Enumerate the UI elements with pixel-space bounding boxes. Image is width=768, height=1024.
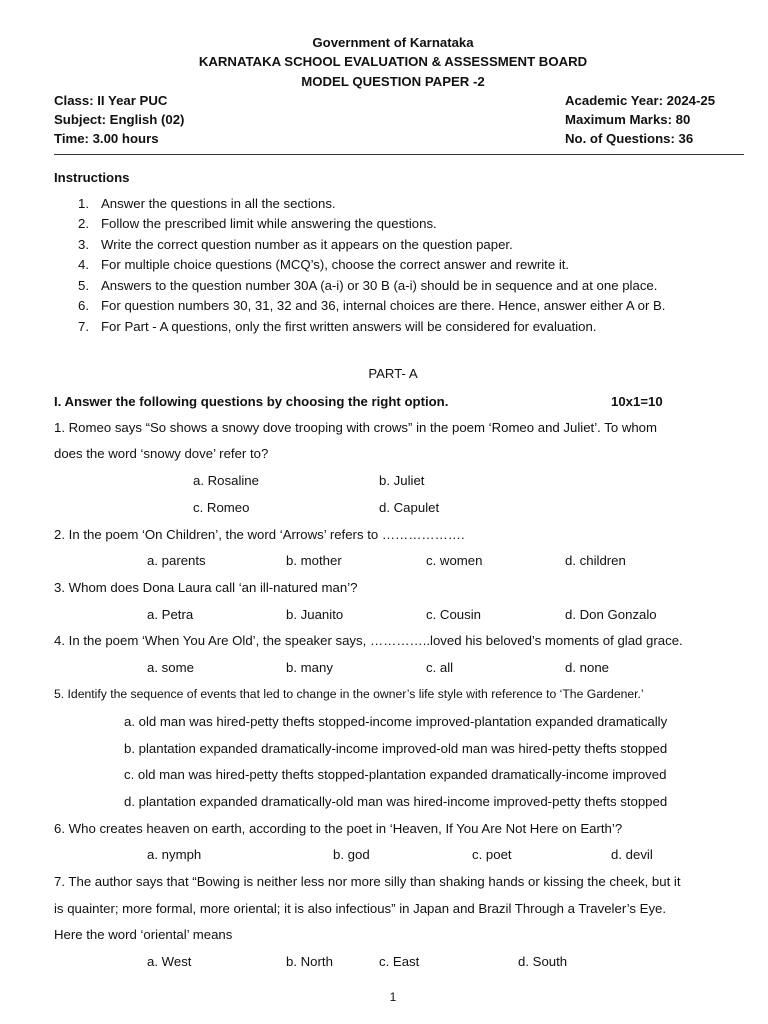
instruction-number: 1.	[78, 196, 89, 211]
q7-option-d: d. South	[518, 954, 568, 969]
instructions-title: Instructions	[54, 170, 130, 185]
q1-option-a: a. Rosaline	[193, 473, 259, 488]
max-marks-label: Maximum Marks: 80	[565, 112, 691, 127]
part-heading: PART- A	[368, 366, 418, 381]
instruction-text: Answer the questions in all the sections.	[101, 196, 336, 211]
header-divider	[54, 154, 744, 155]
question-6: 6. Who creates heaven on earth, according to the poet in ‘Heaven, If You Are Not Here on Earth’?	[54, 821, 623, 836]
q3-option-d: d. Don Gonzalo	[565, 607, 657, 622]
q3-option-c: c. Cousin	[426, 607, 481, 622]
q1-option-c: c. Romeo	[193, 500, 250, 515]
q6-option-a: a. nymph	[147, 847, 202, 862]
q1-option-d: d. Capulet	[379, 500, 440, 515]
q1-option-b: b. Juliet	[379, 473, 425, 488]
question-1-line-1: 1. Romeo says “So shows a snowy dove trooping with crows” in the poem ‘Romeo and Juliet’. To whom	[54, 420, 657, 435]
q7-option-a: a. West	[147, 954, 192, 969]
q4-option-d: d. none	[565, 660, 609, 675]
question-7-line-1: 7. The author says that “Bowing is neither less nor more silly than shaking hands or kissing the cheek, but it	[54, 874, 681, 889]
q5-option-c: c. old man was hired-petty thefts stopped-plantation expanded dramatically-income improved	[124, 767, 667, 782]
q2-option-a: a. parents	[147, 553, 206, 568]
academic-year-label: Academic Year: 2024-25	[565, 93, 716, 108]
instruction-number: 6.	[78, 298, 89, 313]
instruction-text: For multiple choice questions (MCQ’s), choose the correct answer and rewrite it.	[101, 257, 570, 272]
q2-option-b: b. mother	[286, 553, 342, 568]
section-title: I. Answer the following questions by choosing the right option.	[54, 394, 449, 409]
instruction-text: Follow the prescribed limit while answering the questions.	[101, 216, 437, 231]
question-1-line-2: does the word ‘snowy dove’ refer to?	[54, 446, 269, 461]
num-questions-label: No. of Questions: 36	[565, 131, 694, 146]
instruction-text: For question numbers 30, 31, 32 and 36, internal choices are there. Hence, answer either A or B.	[101, 298, 666, 313]
q5-option-d: d. plantation expanded dramatically-old man was hired-income improved-petty thefts stopped	[124, 794, 668, 809]
instruction-text: Write the correct question number as it appears on the question paper.	[101, 237, 513, 252]
question-7-line-3: Here the word ‘oriental’ means	[54, 927, 233, 942]
question-2: 2. In the poem ‘On Children’, the word ‘Arrows’ refers to ……………….	[54, 527, 465, 542]
question-5: 5. Identify the sequence of events that led to change in the owner’s life style with reference to ‘The Gardener.’	[54, 687, 644, 701]
instruction-number: 5.	[78, 278, 89, 293]
header-line-1: Government of Karnataka	[312, 35, 474, 50]
instruction-number: 4.	[78, 257, 89, 272]
q7-option-c: c. East	[379, 954, 420, 969]
question-4: 4. In the poem ‘When You Are Old’, the speaker says, …………..loved his beloved’s moments of glad grace.	[54, 633, 683, 648]
q2-option-c: c. women	[426, 553, 483, 568]
q4-option-b: b. many	[286, 660, 333, 675]
header-line-2: KARNATAKA SCHOOL EVALUATION & ASSESSMENT BOARD	[198, 54, 588, 69]
q3-option-a: a. Petra	[147, 607, 194, 622]
q6-option-d: d. devil	[611, 847, 653, 862]
instruction-number: 3.	[78, 237, 89, 252]
instruction-number: 2.	[78, 216, 89, 231]
q4-option-c: c. all	[426, 660, 454, 675]
q4-option-a: a. some	[147, 660, 194, 675]
q5-option-b: b. plantation expanded dramatically-income improved-old man was hired-petty thefts stopped	[124, 741, 668, 756]
instruction-text: Answers to the question number 30A (a-i) or 30 B (a-i) should be in sequence and at one place.	[101, 278, 658, 293]
page-number: 1	[389, 990, 397, 1004]
q7-option-b: b. North	[286, 954, 333, 969]
time-label: Time: 3.00 hours	[54, 131, 159, 146]
instruction-text: For Part - A questions, only the first written answers will be considered for evaluation.	[101, 319, 597, 334]
q3-option-b: b. Juanito	[286, 607, 344, 622]
question-3: 3. Whom does Dona Laura call ‘an ill-natured man’?	[54, 580, 358, 595]
question-7-line-2: is quainter; more formal, more oriental; it is also infectious” in Japan and Brazil Through a Traveler’s Eye.	[54, 901, 667, 916]
q5-option-a: a. old man was hired-petty thefts stopped-income improved-plantation expanded dramatically	[124, 714, 668, 729]
q6-option-b: b. god	[333, 847, 370, 862]
instruction-number: 7.	[78, 319, 89, 334]
section-marks: 10x1=10	[611, 394, 663, 409]
header-line-3: MODEL QUESTION PAPER -2	[301, 74, 485, 89]
q6-option-c: c. poet	[472, 847, 512, 862]
class-label: Class: II Year PUC	[54, 93, 168, 108]
subject-label: Subject: English (02)	[54, 112, 185, 127]
q2-option-d: d. children	[565, 553, 626, 568]
